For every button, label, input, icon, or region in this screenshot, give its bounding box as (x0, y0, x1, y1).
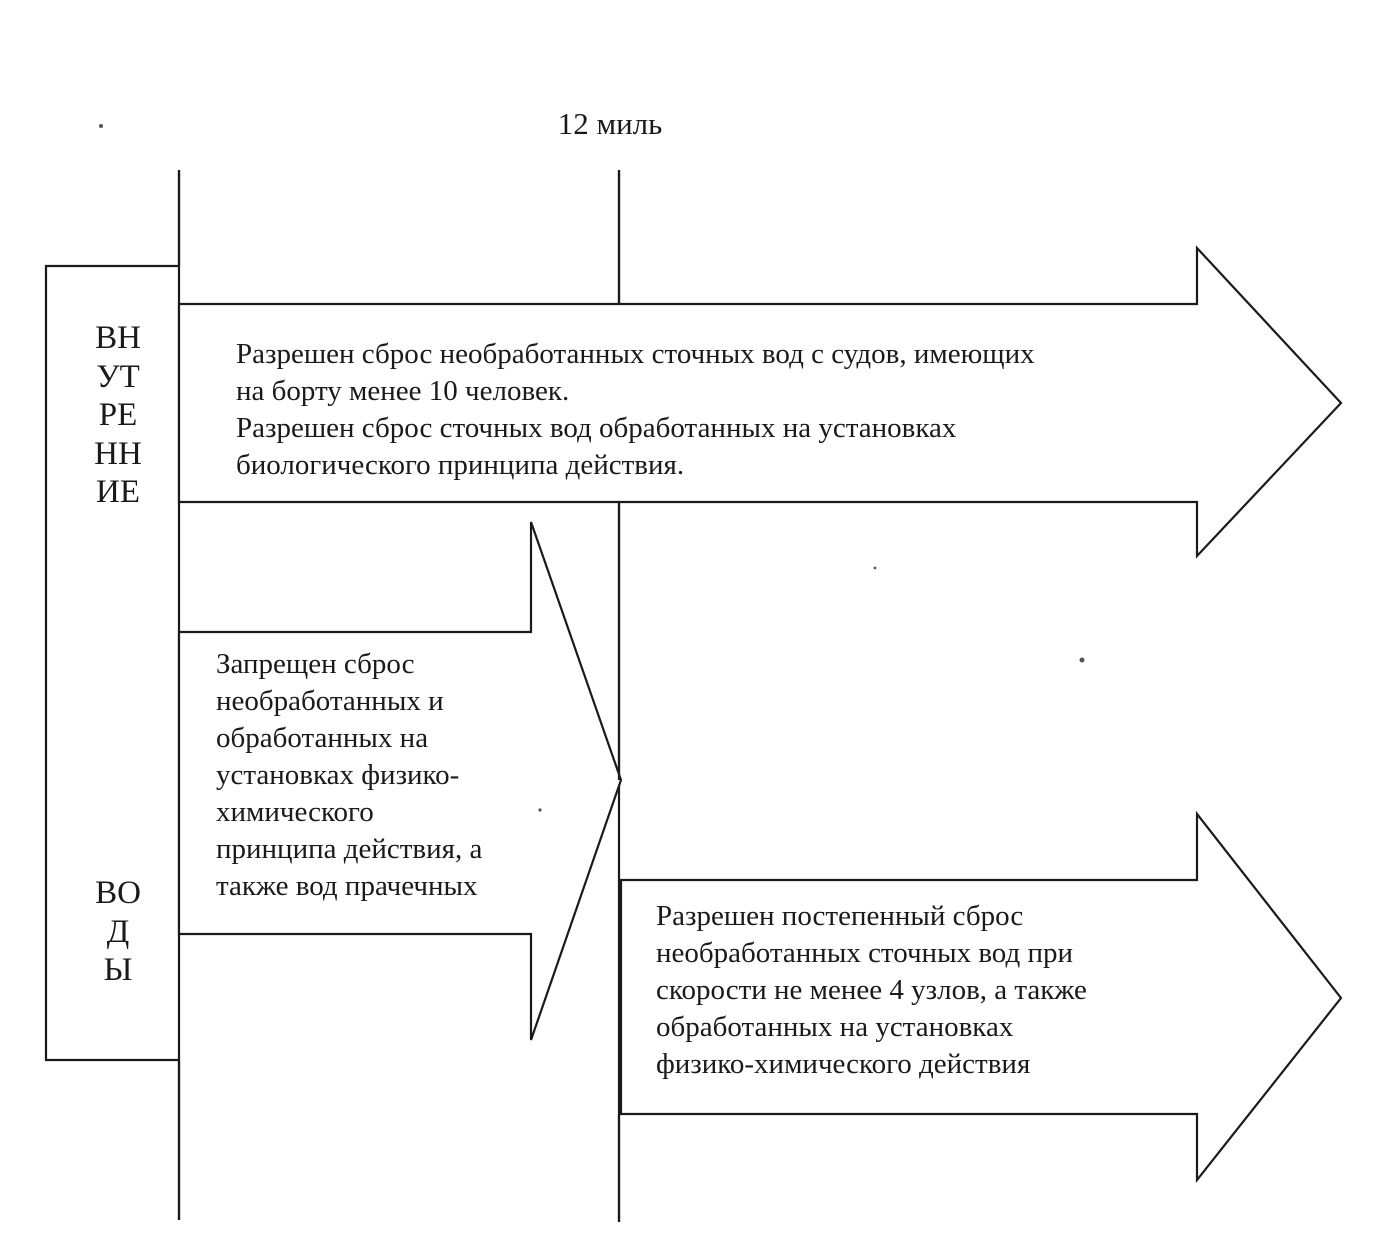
speck (1080, 658, 1085, 663)
internal-waters-label: ВНУТРЕННИЕ (94, 320, 142, 510)
left-arrow-text: Запрещен сброс необработанных и обработанных на установках физико- химического принципа действия, а также вод прачечных (216, 648, 483, 902)
twelve-mile-label: 12 миль (557, 106, 663, 141)
bottom-right-arrow-text: Разрешен постепенный сброс необработанных сточных вод при скорости не менее 4 узлов, а также обработанных на установках физико-химического действия (656, 900, 1087, 1080)
top-arrow-text: Разрешен сброс необработанных сточных вод с судов, имеющих на борту менее 10 человек. Разрешен сброс сточных вод обработанных на установках биологического принципа действия. (236, 338, 1035, 481)
waters-label: ВОДЫ (95, 875, 141, 988)
speck (99, 124, 103, 128)
speck (874, 567, 877, 570)
speck (538, 808, 541, 811)
